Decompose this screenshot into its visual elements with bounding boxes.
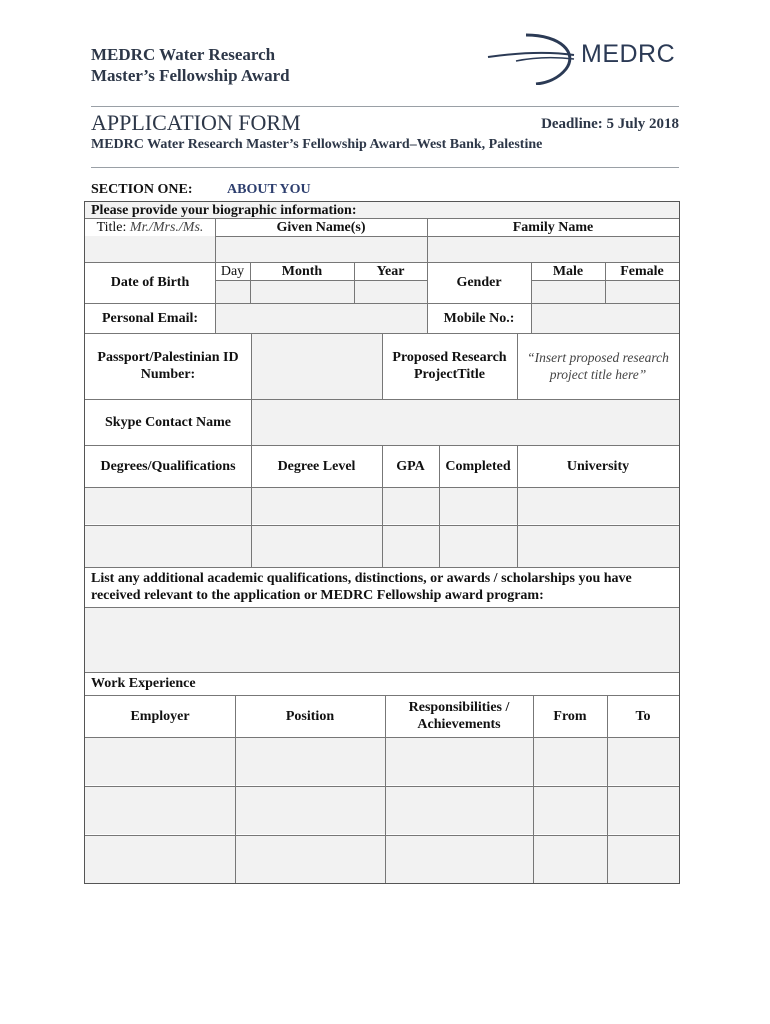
table-row[interactable] [85, 488, 251, 524]
degrees-header: Degrees/Qualifications [100, 458, 236, 474]
table-row[interactable] [236, 836, 385, 883]
mobile-no-input[interactable] [532, 304, 679, 333]
table-row[interactable] [85, 787, 235, 834]
title-input[interactable] [85, 236, 215, 262]
section-label: SECTION ONE: [91, 182, 193, 197]
divider [91, 167, 679, 168]
proposed-hint-line2: project title here” [549, 367, 647, 382]
table-row[interactable] [386, 787, 533, 834]
personal-email-input[interactable] [216, 304, 427, 333]
passport-label-line1: Passport/Palestinian ID [97, 350, 239, 365]
year-input[interactable] [355, 281, 427, 303]
title-options: Mr./Mrs./Ms. [129, 219, 204, 235]
year-label: Year [376, 263, 405, 279]
degree-level-header: Degree Level [277, 458, 356, 474]
day-label: Day [220, 263, 245, 279]
resp-line2: Achievements [417, 717, 501, 732]
personal-email-label: Personal Email: [101, 310, 199, 326]
section-name: ABOUT YOU [227, 182, 311, 197]
table-row[interactable] [534, 787, 607, 834]
table-row[interactable] [252, 488, 382, 524]
proposed-hint-line1: “Insert proposed research [527, 350, 669, 365]
header-title-line1: MEDRC Water Research [91, 45, 276, 64]
table-row[interactable] [518, 526, 679, 567]
divider [91, 106, 679, 107]
work-experience-label: Work Experience [91, 676, 196, 691]
male-checkbox[interactable] [532, 281, 605, 303]
table-row[interactable] [383, 526, 439, 567]
table-row[interactable] [85, 836, 235, 883]
resp-line1: Responsibilities / [408, 700, 510, 715]
table-row[interactable] [534, 738, 607, 785]
skype-label: Skype Contact Name [105, 414, 231, 430]
header-title-line2: Master’s Fellowship Award [91, 66, 290, 85]
title-label-cell [85, 218, 215, 236]
month-input[interactable] [251, 281, 354, 303]
from-header: From [553, 708, 587, 724]
table-row[interactable] [85, 738, 235, 785]
completed-header: Completed [445, 458, 511, 474]
proposed-research-label [382, 333, 517, 399]
gpa-header: GPA [396, 458, 425, 474]
date-of-birth-label: Date of Birth [110, 275, 190, 290]
given-name-header: Given Name(s) [276, 219, 366, 235]
additional-qualifications-label [85, 567, 679, 607]
table-row[interactable] [236, 738, 385, 785]
proposed-research-input[interactable] [517, 333, 679, 399]
table-row[interactable] [386, 738, 533, 785]
day-input[interactable] [216, 281, 250, 303]
table-row[interactable] [386, 836, 533, 883]
given-name-input[interactable] [216, 237, 427, 262]
table-row[interactable] [534, 836, 607, 883]
month-label: Month [281, 263, 323, 279]
table-row[interactable] [383, 488, 439, 524]
form-title: APPLICATION FORM [91, 110, 301, 135]
header-title [91, 44, 290, 86]
table-row[interactable] [236, 787, 385, 834]
table-row[interactable] [440, 526, 517, 567]
passport-input[interactable] [252, 334, 382, 399]
logo-text: MEDRC [581, 40, 676, 68]
employer-header: Employer [130, 708, 190, 724]
additional-line2: received relevant to the application or MEDRC Fellowship award program: [91, 588, 544, 603]
male-label: Male [552, 263, 584, 279]
passport-label [85, 333, 251, 399]
female-checkbox[interactable] [606, 281, 679, 303]
additional-qualifications-input[interactable] [85, 608, 679, 672]
table-row[interactable] [85, 526, 251, 567]
additional-line1: List any additional academic qualifications, distinctions, or awards / scholarships you have [91, 571, 632, 586]
table-row[interactable] [440, 488, 517, 524]
proposed-label-line1: Proposed Research [392, 350, 507, 365]
form-subtitle: MEDRC Water Research Master’s Fellowship Award–West Bank, Palestine [91, 137, 543, 152]
title-label: Title: [96, 219, 130, 235]
passport-label-line2: Number: [140, 367, 196, 382]
table-row[interactable] [608, 738, 679, 785]
application-table [84, 201, 680, 884]
table-row[interactable] [608, 787, 679, 834]
female-label: Female [620, 263, 664, 279]
table-row[interactable] [252, 526, 382, 567]
proposed-label-line2: ProjectTitle [413, 367, 485, 382]
family-name-input[interactable] [428, 237, 679, 262]
table-row[interactable] [608, 836, 679, 883]
gender-label: Gender [456, 275, 502, 290]
family-name-header: Family Name [512, 219, 594, 235]
to-header: To [635, 708, 651, 724]
university-header: University [566, 458, 630, 474]
mobile-no-label: Mobile No.: [443, 310, 515, 326]
bio-instruction: Please provide your biographic information: [85, 202, 679, 218]
skype-input[interactable] [252, 400, 679, 445]
responsibilities-header [385, 695, 533, 737]
table-row[interactable] [518, 488, 679, 524]
position-header: Position [285, 708, 335, 724]
deadline: Deadline: 5 July 2018 [541, 116, 679, 132]
